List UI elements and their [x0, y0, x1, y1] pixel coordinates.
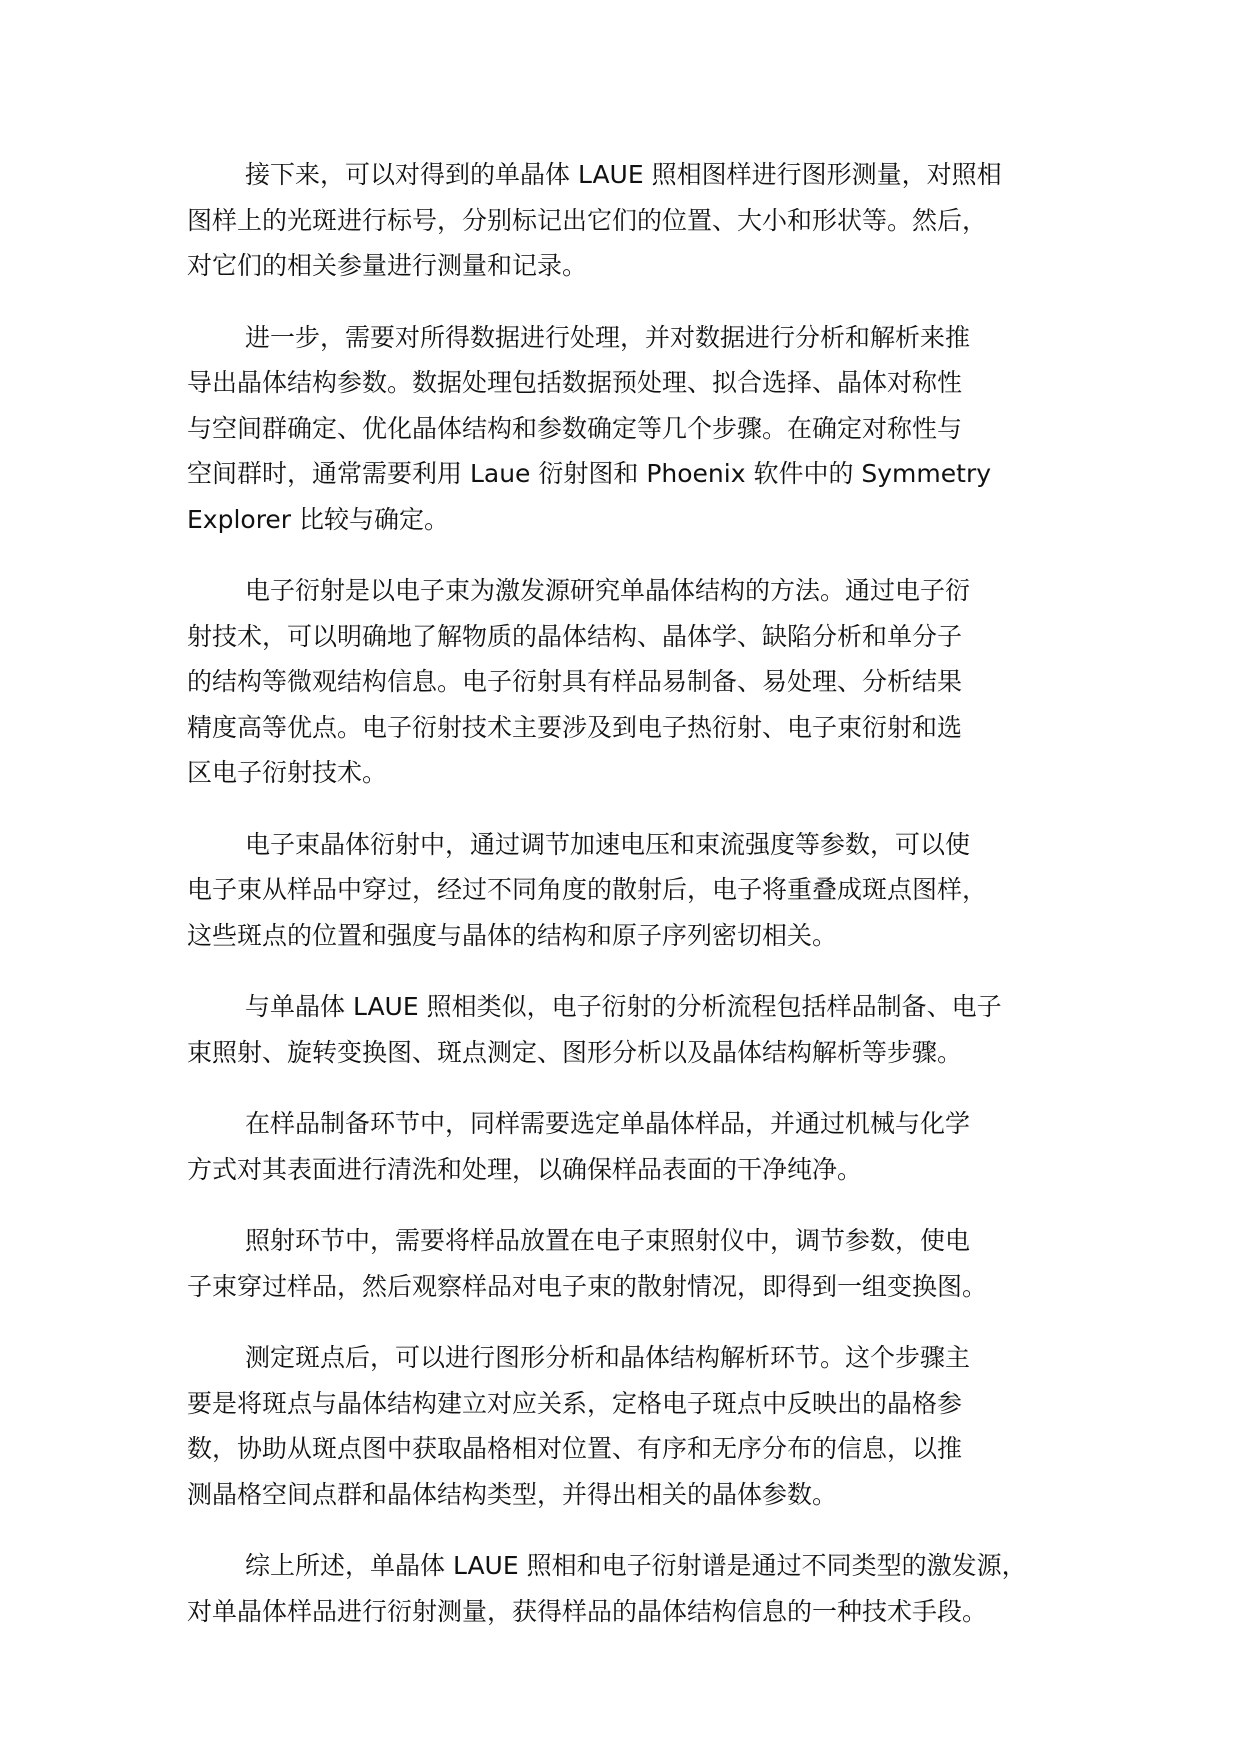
paragraph-line: 方式对其表面进行清洗和处理，以确保样品表面的干净纯净。	[187, 1154, 863, 1184]
paragraph-line: 图样上的光斑进行标号，分别标记出它们的位置、大小和形状等。然后，	[187, 205, 988, 235]
paragraph-line: 区电子衍射技术。	[187, 758, 388, 787]
paragraph-4	[187, 822, 1087, 959]
paragraph-9	[187, 1543, 1087, 1634]
paragraph-line: 测定斑点后，可以进行图形分析和晶体结构解析环节。这个步骤主	[245, 1343, 971, 1372]
paragraph-line: 要是将斑点与晶体结构建立对应关系，定格电子斑点中反映出的晶格参	[187, 1388, 963, 1418]
paragraph-line: 与空间群确定、优化晶体结构和参数确定等几个步骤。在确定对称性与	[187, 413, 963, 443]
paragraph-line: 综上所述，单晶体 LAUE 照相和电子衍射谱是通过不同类型的激发源，	[245, 1551, 1027, 1580]
paragraph-5	[187, 984, 1087, 1075]
document-body	[187, 152, 1087, 1660]
paragraph-line: 导出晶体结构参数。数据处理包括数据预处理、拟合选择、晶体对称性	[187, 368, 963, 397]
paragraph-7	[187, 1218, 1087, 1309]
paragraph-line: 这些斑点的位置和强度与晶体的结构和原子序列密切相关。	[187, 920, 838, 950]
paragraph-2	[187, 315, 1087, 543]
paragraph-line: 测晶格空间点群和晶体结构类型，并得出相关的晶体参数。	[187, 1479, 838, 1509]
paragraph-line: 束照射、旋转变换图、斑点测定、图形分析以及晶体结构解析等步骤。	[187, 1037, 963, 1067]
paragraph-line: 对它们的相关参量进行测量和记录。	[187, 251, 588, 280]
paragraph-line: 数，协助从斑点图中获取晶格相对位置、有序和无序分布的信息，以推	[187, 1434, 963, 1463]
paragraph-line: 与单晶体 LAUE 照相类似，电子衍射的分析流程包括样品制备、电子	[245, 992, 1002, 1021]
paragraph-line: 电子束从样品中穿过，经过不同角度的散射后，电子将重叠成斑点图样，	[187, 875, 988, 904]
paragraph-line: 照射环节中，需要将样品放置在电子束照射仪中，调节参数，使电	[245, 1226, 971, 1255]
paragraph-line: 电子衍射是以电子束为激发源研究单晶体结构的方法。通过电子衍	[245, 576, 971, 605]
paragraph-8	[187, 1335, 1087, 1517]
paragraph-line: 接下来，可以对得到的单晶体 LAUE 照相图样进行图形测量，对照相	[245, 160, 1002, 189]
paragraph-1	[187, 152, 1087, 289]
paragraph-line: 在样品制备环节中，同样需要选定单晶体样品，并通过机械与化学	[245, 1109, 971, 1138]
paragraph-line: 的结构等微观结构信息。电子衍射具有样品易制备、易处理、分析结果	[187, 667, 963, 696]
paragraph-line: 子束穿过样品，然后观察样品对电子束的散射情况，即得到一组变换图。	[187, 1271, 988, 1301]
paragraph-3	[187, 568, 1087, 796]
paragraph-line: Explorer 比较与确定。	[187, 504, 450, 534]
paragraph-line: 精度高等优点。电子衍射技术主要涉及到电子热衍射、电子束衍射和选	[187, 712, 963, 742]
paragraph-line: 电子束晶体衍射中，通过调节加速电压和束流强度等参数，可以使	[245, 829, 971, 859]
paragraph-line: 射技术，可以明确地了解物质的晶体结构、晶体学、缺陷分析和单分子	[187, 621, 963, 651]
paragraph-6	[187, 1101, 1087, 1192]
paragraph-line: 对单晶体样品进行衍射测量，获得样品的晶体结构信息的一种技术手段。	[187, 1596, 988, 1626]
paragraph-line: 进一步，需要对所得数据进行处理，并对数据进行分析和解析来推	[245, 322, 971, 352]
paragraph-line: 空间群时，通常需要利用 Laue 衍射图和 Phoenix 软件中的 Symmetry	[187, 459, 992, 488]
